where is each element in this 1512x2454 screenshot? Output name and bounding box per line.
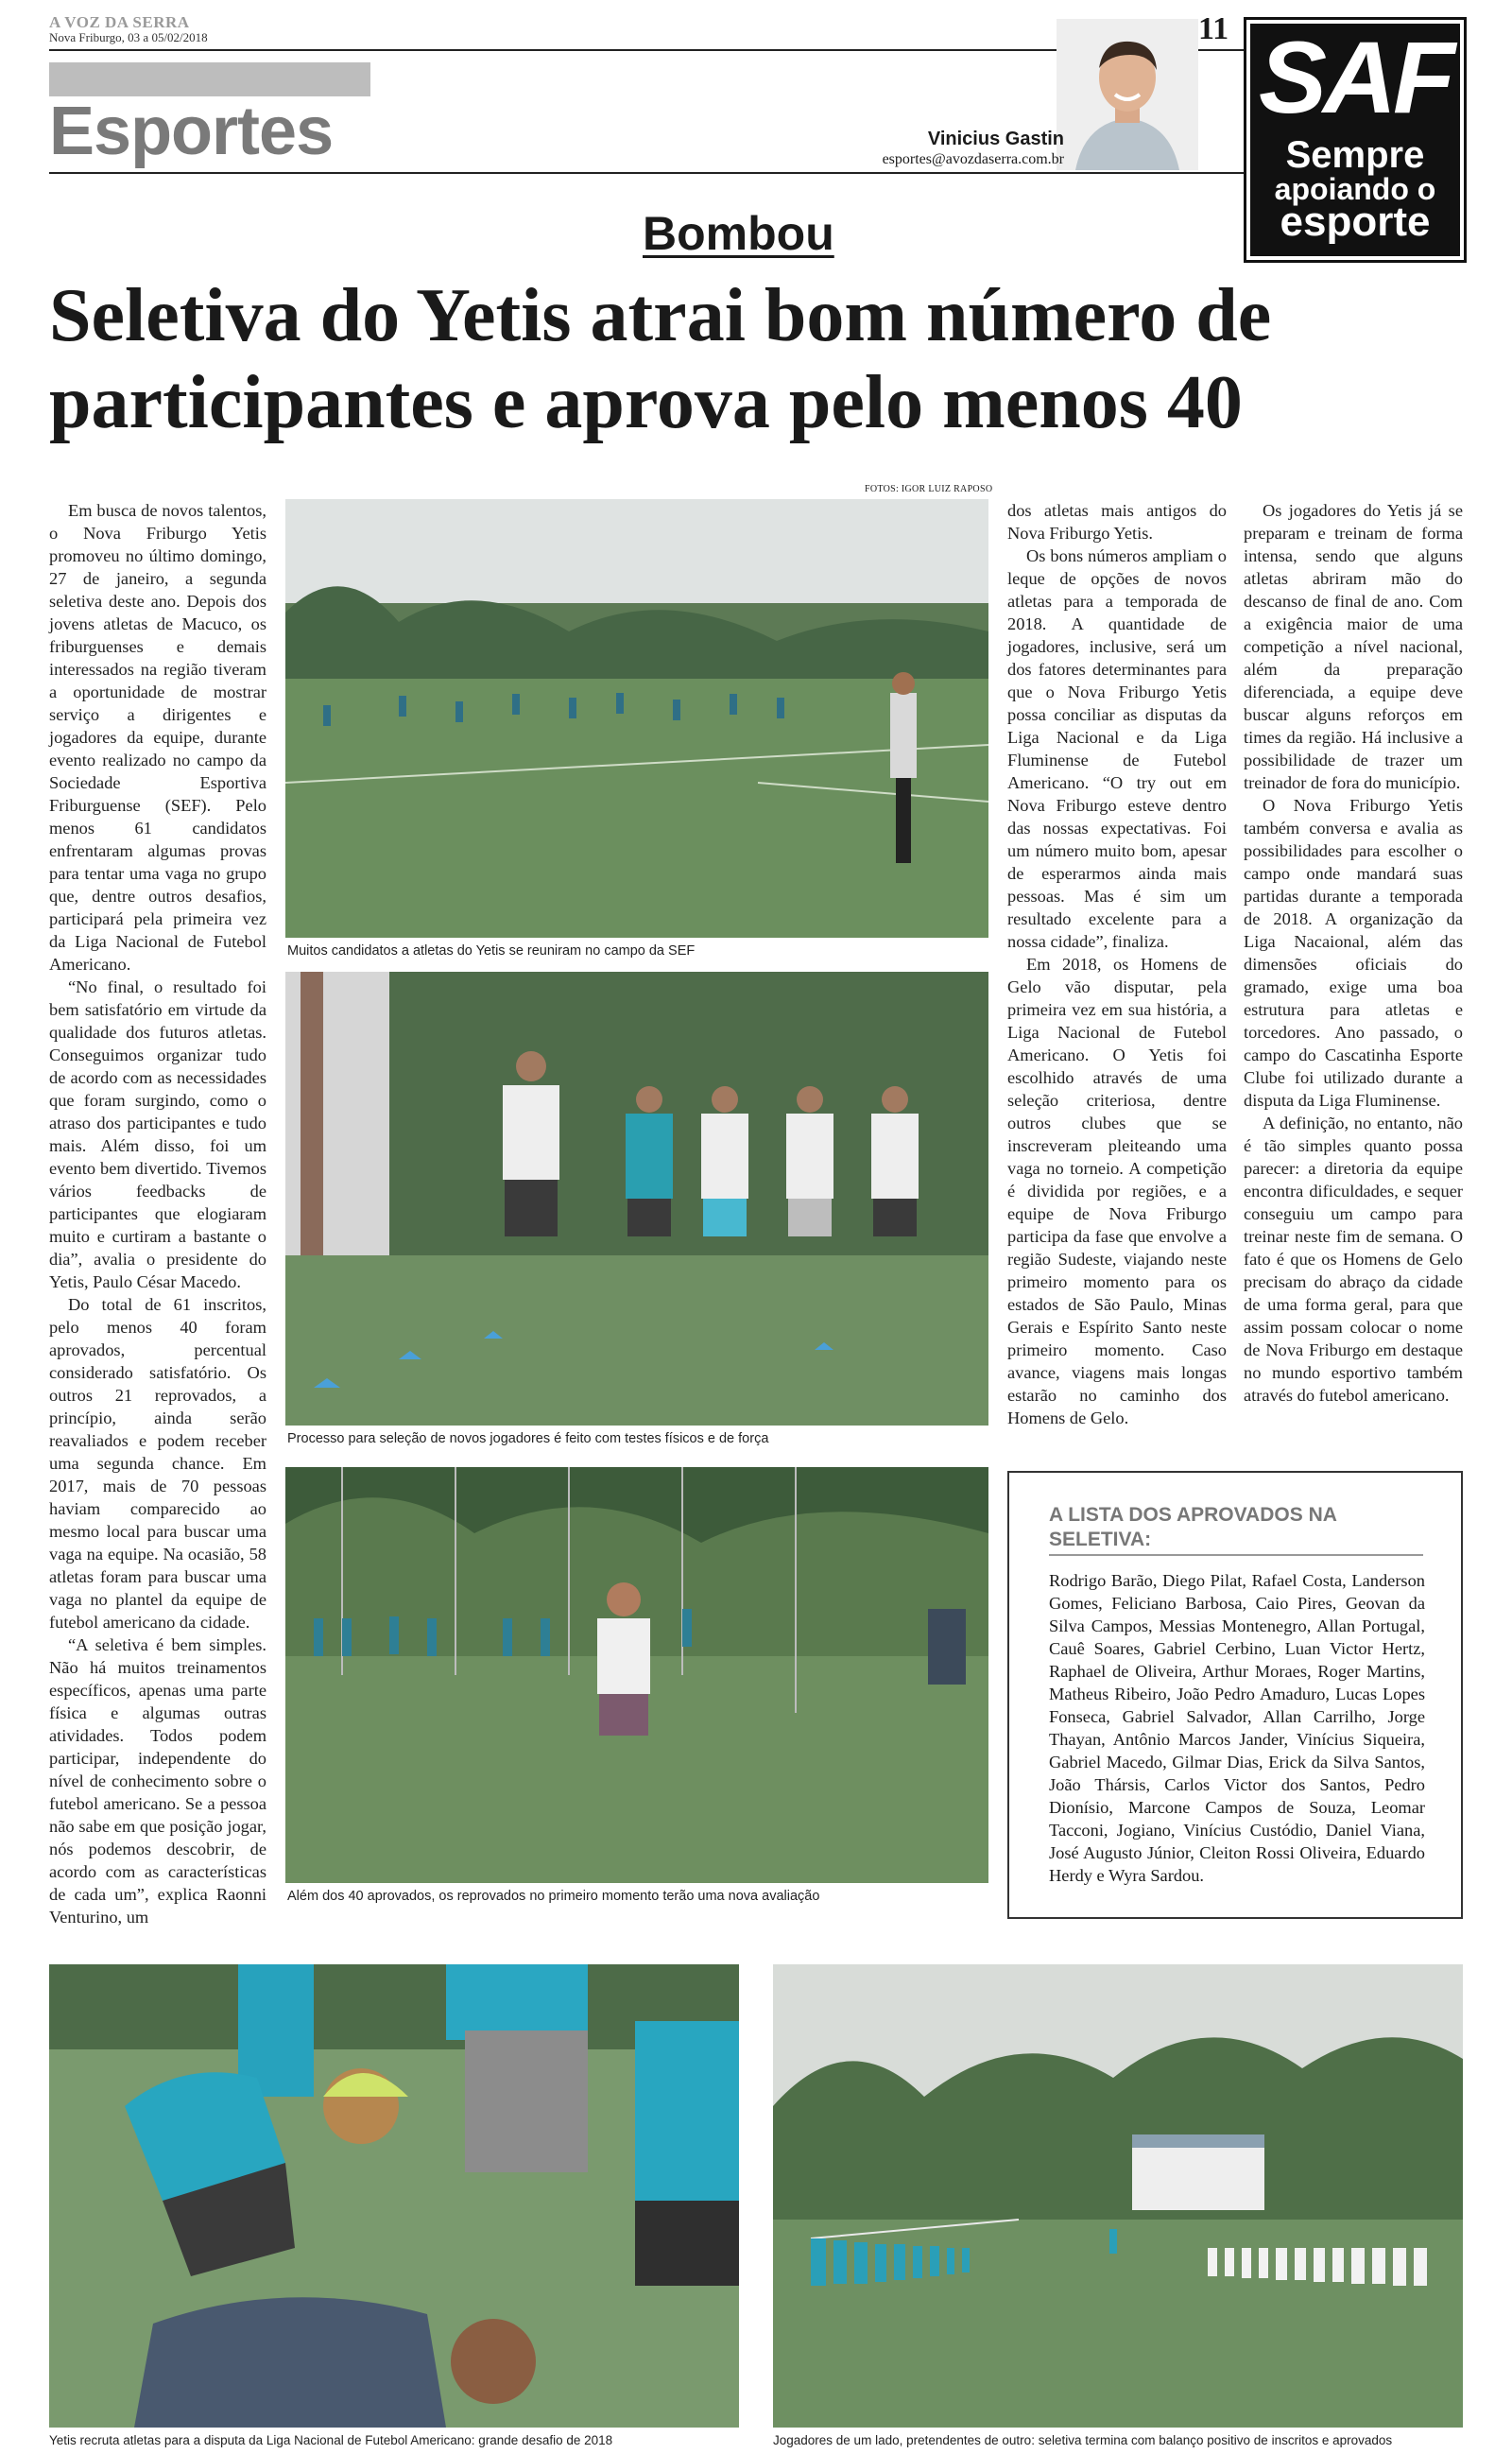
photo-caption: Além dos 40 aprovados, os reprovados no primeiro momento terão uma nova avaliação — [287, 1889, 820, 1904]
newspaper-name: A VOZ DA SERRA — [49, 13, 190, 31]
paragraph: dos atletas mais antigos do Nova Friburgo Yetis. — [1007, 501, 1227, 543]
photo-players-stretching — [49, 1964, 739, 2428]
article-column-3 — [1007, 499, 1227, 1429]
article-kicker: Bombou — [643, 207, 834, 260]
photo-caption: Muitos candidatos a atletas do Yetis se reuniram no campo da SEF — [287, 943, 696, 959]
photo-credit: FOTOS: IGOR LUIZ RAPOSO — [865, 484, 993, 494]
photo-teams-lined-up — [773, 1964, 1463, 2428]
article-column-4 — [1244, 499, 1463, 1407]
section-title: Esportes — [49, 94, 334, 169]
author-email[interactable]: esportes@avozdaserra.com.br — [882, 151, 1064, 167]
section-band — [49, 62, 370, 96]
paragraph: Do total de 61 inscritos, pelo menos 40 foram aprovados, percentual considerado satisfatório. Os outros 21 reprovados, a princípio, ainda serão reavaliados e podem receber uma segunda chance. Em 2017, mais de 70 pessoas haviam comparecido ao mesmo local para buscar uma vaga na equipe. Na ocasião, 58 atletas foram para buscar uma vaga no plantel da equipe de futebol americano da cidade. — [49, 1295, 266, 1632]
approved-list-rule — [1049, 1554, 1423, 1556]
photo-sprint-test — [285, 1467, 988, 1883]
paragraph: Em busca de novos talentos, o Nova Friburgo Yetis promoveu no último domingo, 27 de janeiro, a segunda seletiva deste ano. Depois dos jovens atletas de Macuco, os friburguenses e demais interessados na região tiveram a oportunidade de mostrar serviço a dirigentes e jogadores da equipe, durante evento realizado no campo da Sociedade Esportiva Friburguense (SEF). Pelo menos 61 candidatos enfrentaram algumas provas para tentar uma vaga no grupo que, dentre outros desafios, participará pela primeira vez da Liga Nacional de Futebol Americano. — [49, 501, 266, 974]
article-column-1 — [49, 499, 266, 1928]
photo-caption: Processo para seleção de novos jogadores é feito com testes físicos e de força — [287, 1431, 769, 1446]
approved-list-title: A LISTA DOS APROVADOS NA SELETIVA: — [1049, 1504, 1337, 1550]
photo-physical-tests — [285, 972, 988, 1426]
page-number: 11 — [1198, 11, 1229, 46]
photo-field-candidates — [285, 499, 988, 938]
header-rule — [49, 172, 1249, 174]
approved-list-names: Rodrigo Barão, Diego Pilat, Rafael Costa, Landerson Gomes, Feliciano Barbosa, Caio Pires, Geovan da Silva Campos, Messias Montenegro, Allan Portugal, Cauê Soares, Gabriel Cerbino, Luan Victor Hertz, Raphael de Oliveira, Arthur Moraes, Roger Martins, Matheus Ribeiro, João Pedro Amaduro, Lucas Lopes Fonseca, Gabriel Salvador, Allan Carrilho, Jorge Thayan, Antônio Marcos Jander, Vinícius Siqueira, Gabriel Macedo, Gilmar Dias, Erick da Silva Santos, João Thársis, Carlos Victor dos Santos, Pedro Dionísio, Marcone Campos de Souza, Leomar Tacconi, Jogiano, Vinícius Custódio, Daniel Viana, José Augusto Júnior, Cleiton Rossi Oliveira, Eduardo Herdy e Wyra Sardou. — [1049, 1571, 1425, 1885]
paragraph: “No final, o resultado foi bem satisfatório em virtude da qualidade dos futuros atletas. Conseguimos organizar tudo de acordo com as necessidades que foram surgindo, como o atraso dos participantes e tudo mais. Além disso, foi um evento bem divertido. Tivemos vários feedbacks de participantes que elogiaram muito e curtiram a bastante o dia”, avalia o presidente do Yetis, Paulo César Macedo. — [49, 977, 266, 1291]
paragraph: Os jogadores do Yetis já se preparam e treinam de forma intensa, sendo que alguns atletas abriram mão do descanso de final de ano. Com a exigência maior de uma competição a nível nacional, além da preparação diferenciada, a equipe deve buscar alguns reforços em times da região. Há inclusive a possibilidade de trazer um treinador de fora do município. — [1244, 501, 1463, 792]
photo-caption: Yetis recruta atletas para a disputa da Liga Nacional de Futebol Americano: grande desafio de 2018 — [49, 2433, 613, 2447]
paragraph: O Nova Friburgo Yetis também conversa e avalia as possibilidades para escolher o campo onde mandará suas partidas durante a temporada de 2018. A organização da Liga Nacaional, além das dimensões oficiais do gramado, exige uma boa estrutura para atletas e torcedores. Ano passado, o campo do Cascatinha Esporte Clube foi utilizado durante a disputa da Liga Fluminense. — [1244, 796, 1463, 1110]
saf-slogan-line2: apoiando o — [1274, 172, 1436, 206]
author-photo — [1057, 19, 1198, 170]
paragraph: A definição, no entanto, não é tão simples quanto possa parecer: a diretoria da equipe encontra dificuldades, e sequer conseguiu um campo para treinar neste fim de semana. O fato é que os Homens de Gelo precisam do abraço da cidade de uma forma geral, para que assim possam colocar o nome de Nova Friburgo em destaque no mundo esportivo também através do futebol americano. — [1244, 1114, 1463, 1405]
paragraph: Os bons números ampliam o leque de opções de novos atletas para a temporada de 2018. A quantidade de jogadores, inclusive, será um dos fatores determinantes para que o Nova Friburgo Yetis possa conciliar as disputas da Liga Nacional e da Liga Fluminense de Futebol Americano. “O try out em Nova Friburgo esteve dentro das nossas expectativas. Foi um número muito bom, apesar de esperarmos ainda mais pessoas. Mas é sim um resultado excelente para a nossa cidade”, finaliza. — [1007, 546, 1227, 951]
paragraph: Em 2018, os Homens de Gelo vão disputar, pela primeira vez em sua história, a Liga Nacional de Futebol Americano. O Yetis foi escolhido através de uma seleção criteriosa, dentre outros clubes que se inscreveram pleiteando uma vaga no torneio. A competição é dividida por regiões, e a equipe de Nova Friburgo participa da fase que envolve a região Sudeste, viajando neste primeiro momento para os estados de São Paulo, Minas Gerais e Espírito Santo neste primeiro momento. Caso avance, viagens mais longas estarão no caminho dos Homens de Gelo. — [1007, 955, 1227, 1427]
author-name: Vinicius Gastin — [927, 129, 1064, 149]
article-headline: Seletiva do Yetis atrai bom número de participantes e aprova pelo menos 40 — [49, 274, 1272, 444]
photo-caption: Jogadores de um lado, pretendentes de outro: seletiva termina com balanço positivo de inscritos e aprovados — [773, 2433, 1393, 2447]
saf-slogan-line1: Sempre — [1285, 134, 1425, 176]
saf-logo: SAF — [1259, 20, 1452, 134]
edition-date: Nova Friburgo, 03 a 05/02/2018 — [49, 30, 208, 44]
paragraph: “A seletiva é bem simples. Não há muitos treinamentos específicos, apenas uma parte física e algumas outras atividades. Todos podem participar, independente do nível de conhecimento sobre o futebol americano. Se a pessoa não sabe em que posição jogar, nós podemos descobrir, de acordo com as características de cada um”, explica Raonni Venturino, um — [49, 1635, 266, 1927]
saf-slogan-line3: esporte — [1280, 199, 1431, 245]
